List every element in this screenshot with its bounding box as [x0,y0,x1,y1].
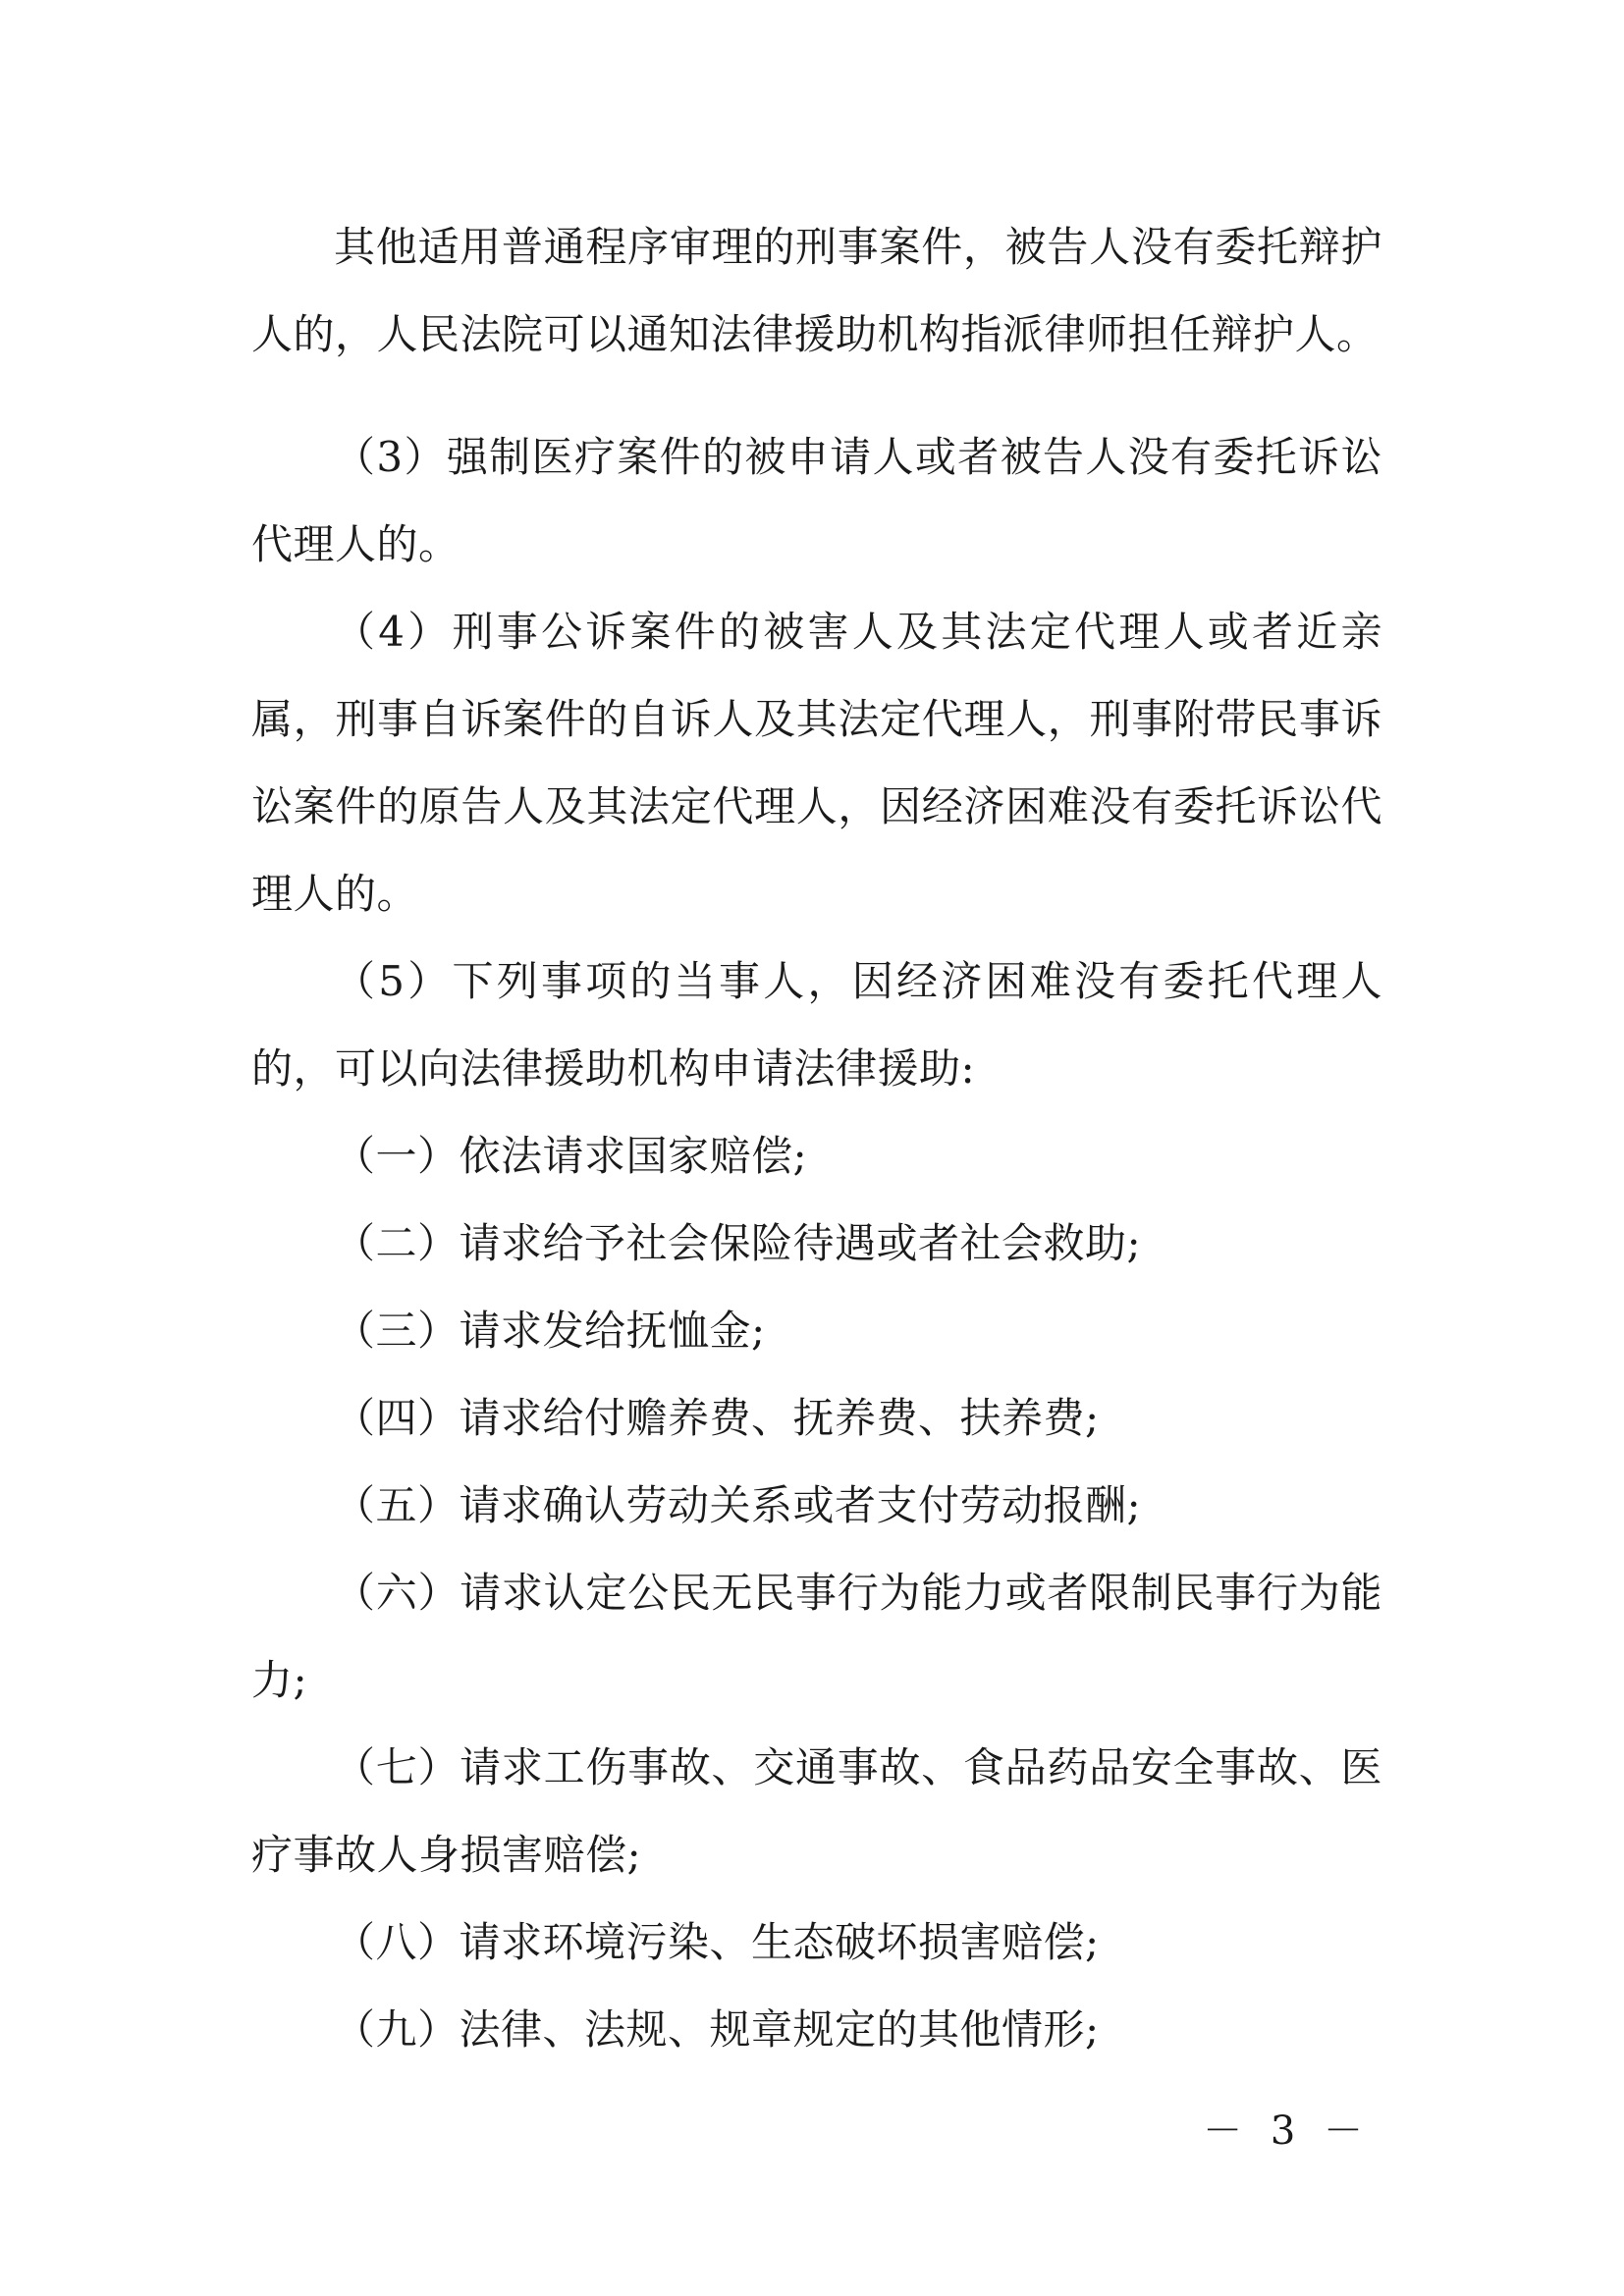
list-item-8: （八）请求环境污染、生态破坏损害赔偿; [334,1918,1100,1966]
list-item-9: （九）法律、法规、规章规定的其他情形; [334,2005,1100,2054]
paragraph-item-3: （3）强制医疗案件的被申请人或者被告人没有委托诉讼代理人的。 [251,433,1382,568]
list-item-1: （一）依法请求国家赔偿; [334,1132,808,1180]
list-item-7: （七）请求工伤事故、交通事故、食品药品安全事故、医疗事故人身损害赔偿; [251,1743,1382,1879]
list-item-4: （四）请求给付赡养费、抚养费、扶养费; [334,1394,1100,1442]
list-item-5: （五）请求确认劳动关系或者支付劳动报酬; [334,1481,1142,1529]
list-item-3: （三）请求发给抚恤金; [334,1307,766,1355]
document-body [251,203,1382,2073]
paragraph-item-5: （5）下列事项的当事人，因经济困难没有委托代理人的，可以向法律援助机构申请法律援助: [251,957,1382,1093]
paragraph-item-4: （4）刑事公诉案件的被害人及其法定代理人或者近亲属，刑事自诉案件的自诉人及其法定代理人，刑事附带民事诉讼案件的原告人及其法定代理人，因经济困难没有委托诉讼代理人的。 [251,608,1382,918]
list-item-6: （六）请求认定公民无民事行为能力或者限制民事行为能力; [251,1569,1382,1704]
list-item-2: （二）请求给予社会保险待遇或者社会救助; [334,1219,1142,1267]
page-number: － 3 － [1203,2109,1371,2154]
paragraph-criminal-defense: 其他适用普通程序审理的刑事案件，被告人没有委托辩护人的，人民法院可以通知法律援助机构指派律师担任辩护人。 [251,223,1382,358]
